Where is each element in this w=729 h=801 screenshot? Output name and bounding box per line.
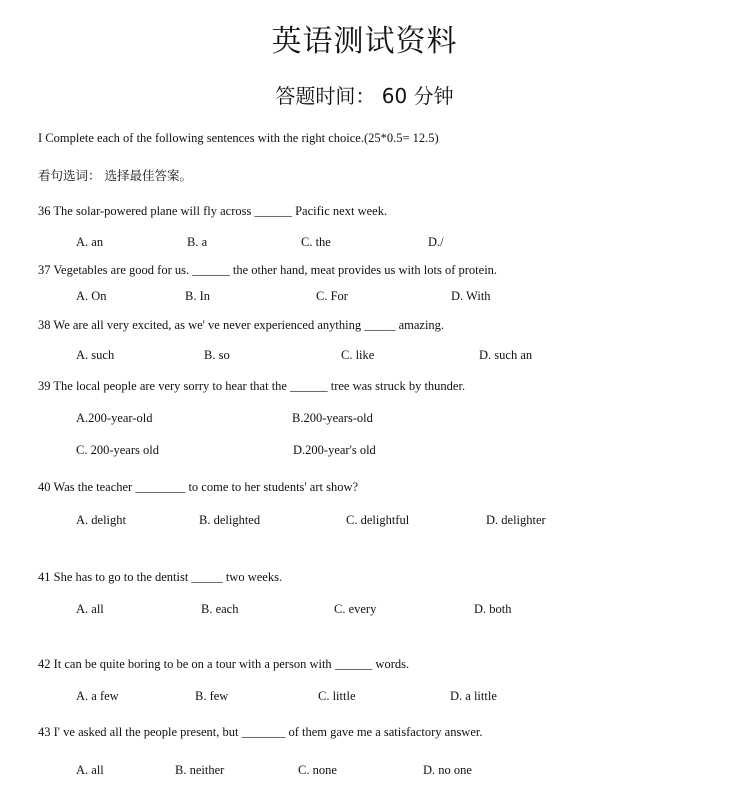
option-41-b: B. each: [201, 602, 239, 616]
option-39-d: D.200-year's old: [293, 443, 376, 457]
option-37-d: D. With: [451, 289, 491, 303]
option-42-b: B. few: [195, 689, 229, 703]
question-37: 37 Vegetables are good for us. ______ the other hand, meat provides us with lots of protein.: [38, 263, 498, 277]
option-40-b: B. delighted: [199, 513, 261, 527]
option-37-b: B. In: [185, 289, 210, 303]
option-38-d: D. such an: [479, 348, 533, 362]
option-36-d: D./: [428, 235, 444, 249]
question-42: 42 It can be quite boring to be on a tour with a person with ______ words.: [38, 657, 410, 671]
option-36-b: B. a: [187, 235, 208, 249]
option-38-b: B. so: [204, 348, 230, 362]
option-40-d: D. delighter: [486, 513, 546, 527]
option-40-a: A. delight: [76, 513, 126, 527]
option-42-d: D. a little: [450, 689, 497, 703]
question-36: 36 The solar-powered plane will fly across ______ Pacific next week.: [38, 204, 388, 218]
section-heading: I Complete each of the following sentences with the right choice.(25*0.5= 12.5): [38, 131, 439, 145]
question-38: 38 We are all very excited, as we' ve never experienced anything _____ amazing.: [38, 318, 445, 332]
option-38-c: C. like: [341, 348, 375, 362]
option-43-c: C. none: [298, 763, 337, 777]
page-subtitle: 答题时间： 60 分钟: [275, 84, 454, 108]
option-43-a: A. all: [76, 763, 104, 777]
question-41: 41 She has to go to the dentist _____ two weeks.: [38, 570, 283, 584]
question-43: 43 I' ve asked all the people present, but _______ of them gave me a satisfactory answer.: [38, 725, 483, 739]
option-38-a: A. such: [76, 348, 115, 362]
option-40-c: C. delightful: [346, 513, 410, 527]
option-43-d: D. no one: [423, 763, 472, 777]
question-39: 39 The local people are very sorry to hear that the ______ tree was struck by thunder.: [38, 379, 466, 393]
page-title: 英语测试资料: [271, 24, 458, 59]
option-36-c: C. the: [301, 235, 331, 249]
option-41-c: C. every: [334, 602, 377, 616]
option-39-c: C. 200-years old: [76, 443, 159, 457]
option-37-a: A. On: [76, 289, 107, 303]
option-42-a: A. a few: [76, 689, 119, 703]
option-36-a: A. an: [76, 235, 104, 249]
question-40: 40 Was the teacher ________ to come to her students' art show?: [38, 480, 359, 494]
option-43-b: B. neither: [175, 763, 225, 777]
option-39-b: B.200-years-old: [292, 411, 373, 425]
option-41-d: D. both: [474, 602, 512, 616]
option-37-c: C. For: [316, 289, 348, 303]
option-42-c: C. little: [318, 689, 356, 703]
section-note: 看句选词： 选择最佳答案。: [38, 168, 192, 183]
option-39-a: A.200-year-old: [76, 411, 153, 425]
option-41-a: A. all: [76, 602, 104, 616]
